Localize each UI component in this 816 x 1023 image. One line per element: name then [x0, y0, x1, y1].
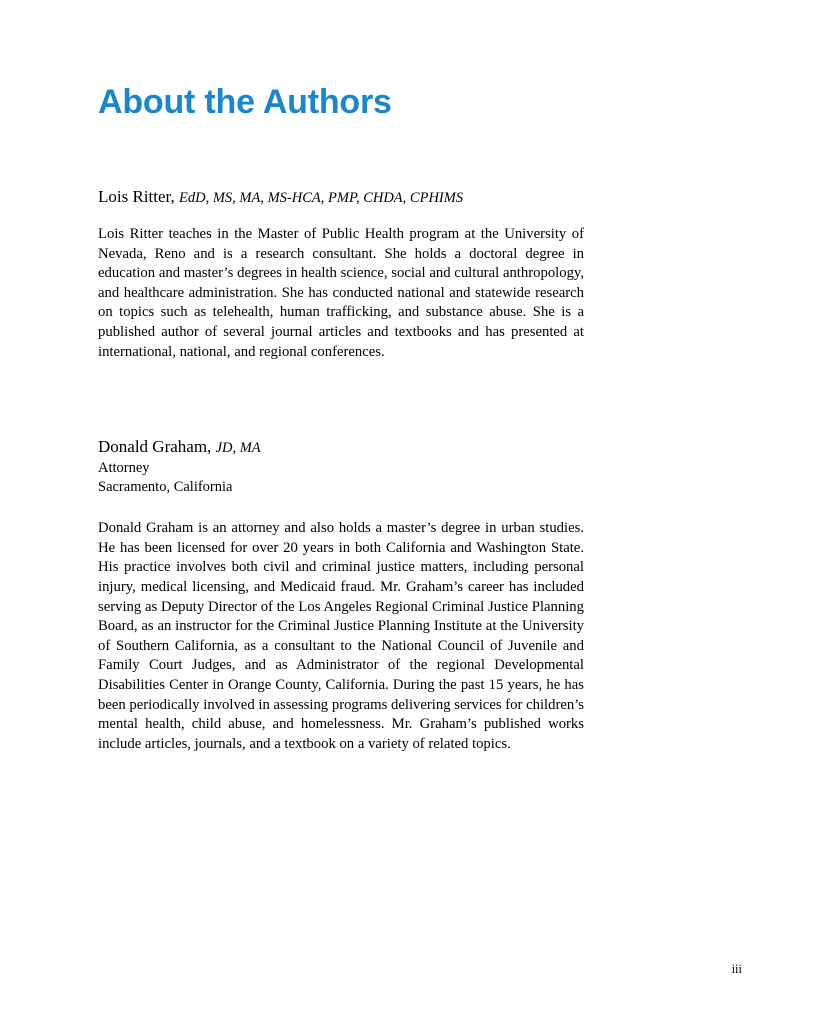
author-name: Donald Graham,: [98, 437, 212, 457]
author-location: Sacramento, California: [98, 479, 233, 496]
page-content: [98, 82, 584, 769]
author-name-line: [98, 186, 584, 209]
author-entry-donald-graham: [98, 436, 584, 754]
author-bio: Donald Graham is an attorney and also holds a master’s degree in urban studies. He has been licensed for over 20 years in both California and Washington State. His practice involves both civil and criminal justice matters, including personal injury, medical licensing, and Medicaid fraud. Mr. Graham’s career has included serving as Deputy Director of the Los Angeles Regional Criminal Justice Planning Board, as an instructor for the Criminal Justice Planning Institute at the University of Southern California, as a consultant to the National Council of Juvenile and Family Court Judges, and as Administrator of the regional Developmental Disabilities Center in Orange County, California. During the past 15 years, he has been periodically involved in assessing programs delivering services for children’s mental health, child abuse, and homelessness. Mr. Graham’s published works include articles, journals, and a textbook on a variety of related topics.: [98, 520, 584, 752]
author-bio: Lois Ritter teaches in the Master of Public Health program at the University of Nevada, Reno and is a research consultant. She holds a doctoral degree in education and master’s degrees in health science, social and cultural anthropology, and healthcare administration. She has conducted national and statewide research on topics such as telehealth, human trafficking, and substance abuse. She is a published author of several journal articles and textbooks and has presented at international, national, and regional conferences.: [98, 226, 584, 360]
author-entry-lois-ritter: [98, 186, 584, 362]
author-credentials: EdD, MS, MA, MS-HCA, PMP, CHDA, CPHIMS: [179, 190, 464, 206]
page-title: About the Authors: [98, 83, 392, 121]
author-name-line: [98, 436, 584, 459]
author-name: Lois Ritter,: [98, 187, 175, 206]
author-role: Attorney: [98, 460, 150, 477]
author-credentials: JD, MA: [215, 440, 261, 457]
page-number: iii: [731, 962, 742, 976]
